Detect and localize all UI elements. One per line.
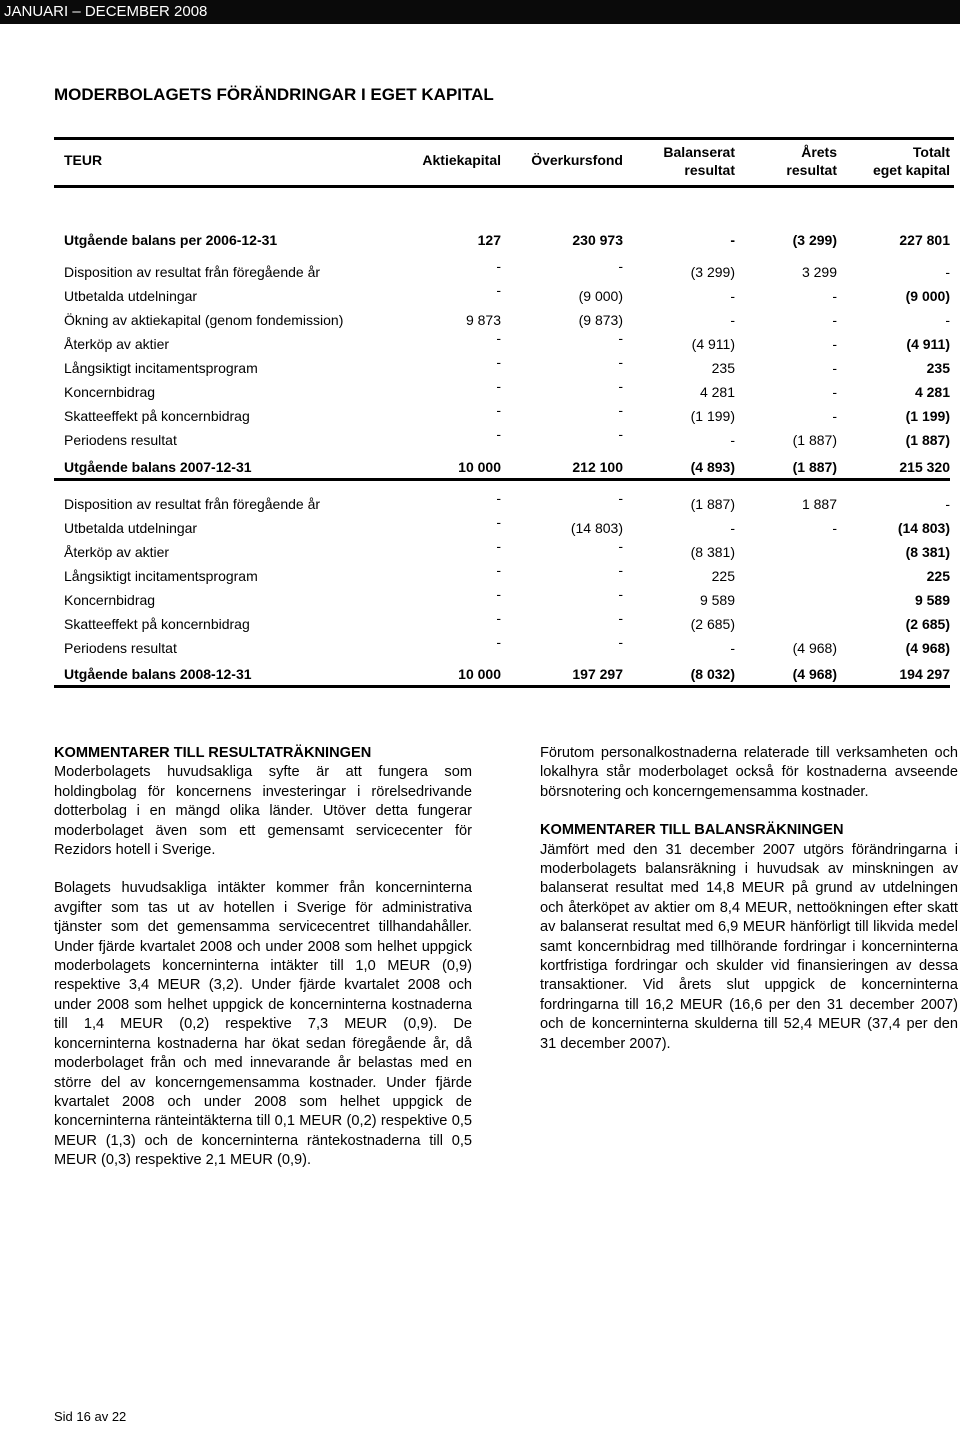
table-row <box>54 538 950 563</box>
paragraph: Jämfört med den 31 december 2007 utgörs förändringarna i moderbolagets balansräkning i huvudsak av minskningen av balanserat resultat med 14,8 MEUR på grund av utdelningen och återköpet av aktier om 8,4 MEUR, nettoökningen efter skatt av balanserat resultat med 6,9 MEUR hänförligt till likvida medel samt koncernbidrag med tillhörande fordringar i koncerninterna kortfristiga fordringar och skulder vid finansieringen av dessa transaktioner. Vid årets slut uppgick de koncerninterna fordringarna till 16,2 MEUR (16,6 per den 31 december 2007) och de koncerninterna skulderna till 52,4 MEUR (37,4 per den 31 december 2007). <box>540 841 958 1052</box>
table-row <box>54 634 950 659</box>
cell-c3: - <box>730 232 735 248</box>
row-label: Periodens resultat <box>64 640 177 656</box>
cell-c3: (8 032) <box>690 666 735 682</box>
header-bar <box>0 0 960 24</box>
cell-c1: - <box>496 562 501 578</box>
cell-c1: - <box>496 378 501 394</box>
cell-c1: - <box>496 330 501 346</box>
col-header-line: Totalt <box>912 144 950 160</box>
cell-c3: 235 <box>711 360 735 376</box>
paragraph: Moderbolagets huvudsakliga syfte är att fungera som holdingbolag för koncernens investeringar i rörelsedrivande dotterbolag i en mängd olika länder. Utöver detta fungerar moderbolaget även som ett gemensamt servicecenter för Rezidors hotell i Sverige. <box>54 764 472 859</box>
col-header-overkursfond: Överkursfond <box>531 152 623 168</box>
cell-c1: - <box>496 634 501 650</box>
table-row <box>54 378 950 403</box>
cell-c3: - <box>730 640 735 656</box>
left-column <box>54 744 472 1171</box>
period-label: JANUARI – DECEMBER 2008 <box>4 3 208 20</box>
cell-c2: - <box>618 258 623 274</box>
cell-c4: (4 968) <box>792 640 837 656</box>
cell-c5: 225 <box>926 568 950 584</box>
cell-c2: - <box>618 426 623 442</box>
row-label: Återköp av aktier <box>64 336 170 352</box>
cell-c4: - <box>832 360 837 376</box>
cell-c5: - <box>945 496 950 512</box>
cell-c5: (1 887) <box>905 432 950 448</box>
cell-c4: 3 299 <box>801 264 837 280</box>
cell-c5: 194 297 <box>899 666 950 682</box>
col-header-arets <box>786 143 837 179</box>
cell-c2: 212 100 <box>572 459 623 475</box>
row-label: Långsiktigt incitamentsprogram <box>64 360 258 376</box>
cell-c5: (4 911) <box>906 336 950 352</box>
cell-c3: (1 887) <box>690 496 735 512</box>
col-header-line: eget kapital <box>872 162 950 178</box>
cell-c4: (1 887) <box>792 432 837 448</box>
cell-c3: - <box>730 288 735 304</box>
cell-c3: 225 <box>711 568 735 584</box>
cell-c1: - <box>496 538 501 554</box>
cell-c4: (3 299) <box>792 232 837 248</box>
row-label: Ökning av aktiekapital (genom fondemission) <box>64 312 344 328</box>
row-label: Koncernbidrag <box>64 592 156 608</box>
col-header-balanserat <box>663 143 735 179</box>
cell-c2: - <box>618 610 623 626</box>
table-row <box>54 562 950 587</box>
cell-c5: 9 589 <box>914 592 950 608</box>
row-label: Utgående balans 2008-12-31 <box>64 666 252 682</box>
cell-c5: (9 000) <box>905 288 950 304</box>
cell-c5: - <box>945 264 950 280</box>
right-column <box>540 744 958 1054</box>
cell-c4: - <box>832 288 837 304</box>
cell-c4: - <box>832 408 837 424</box>
cell-c2: (9 000) <box>578 288 623 304</box>
col-header-totalt <box>873 143 950 179</box>
cell-c2: - <box>618 586 623 602</box>
cell-c1: 9 873 <box>465 312 501 328</box>
cell-c4: (4 968) <box>792 666 837 682</box>
cell-c2: - <box>618 354 623 370</box>
cell-c3: (3 299) <box>690 264 735 280</box>
cell-c2: - <box>618 330 623 346</box>
paragraph: Förutom personalkostnaderna relaterade till verksamheten och lokalhyra står moderbolaget också för kostnaderna avseende börsnotering och koncerngemensamma kostnader. <box>540 745 958 800</box>
cell-c5: 227 801 <box>899 232 950 248</box>
cell-c1: 127 <box>477 232 501 248</box>
cell-c2: 230 973 <box>572 232 623 248</box>
cell-c5: (8 381) <box>905 544 950 560</box>
table-top-rule <box>54 137 954 140</box>
cell-c3: 9 589 <box>699 592 735 608</box>
cell-c1: 10 000 <box>458 666 501 682</box>
table-row <box>54 663 950 688</box>
cell-c5: (1 199) <box>905 408 950 424</box>
cell-c3: - <box>730 520 735 536</box>
cell-c5: 215 320 <box>899 459 950 475</box>
cell-c2: - <box>618 378 623 394</box>
row-label: Utbetalda utdelningar <box>64 288 198 304</box>
cell-c5: (2 685) <box>905 616 950 632</box>
cell-c2: (9 873) <box>578 312 623 328</box>
row-label: Långsiktigt incitamentsprogram <box>64 568 258 584</box>
cell-c4: 1 887 <box>801 496 837 512</box>
cell-c5: - <box>945 312 950 328</box>
paragraph: Bolagets huvudsakliga intäkter kommer från koncerninterna avgifter som tas ut av hotellen i Sverige för administrativa tjänster som det gemensamma servicecentret tillhandahåller. Under fjärde kvartalet 2008 och under 2008 som helhet uppgick moderbolagets koncerninterna intäkter till 1,0 MEUR (0,9) respektive 3,4 MEUR (3,2). Under fjärde kvartalet 2008 och under 2008 som helhet uppgick de koncerninterna kostnaderna till 1,4 MEUR (0,2) respektive 7,3 MEUR (0,9). De koncerninterna kostnaderna har ökat sedan föregående år, då moderbolaget från och med innevarande år belastas med en större del av koncerngemensamma kostnader. Under fjärde kvartalet 2008 och under 2008 som helhet uppgick de koncerninterna ränteintäkterna till 0,1 MEUR (0,2) respektive 0,5 MEUR (1,3) och de koncerninterna räntekostnaderna till 0,5 MEUR (0,3) respektive 2,1 MEUR (0,9). <box>54 880 472 1169</box>
table-row <box>54 229 950 251</box>
table-row <box>54 402 950 427</box>
cell-c1: - <box>496 426 501 442</box>
cell-c3: (4 893) <box>690 459 735 475</box>
table-row <box>54 258 950 283</box>
col-header-aktiekapital: Aktiekapital <box>422 152 501 168</box>
cell-c3: (2 685) <box>690 616 735 632</box>
cell-c3: (1 199) <box>690 408 735 424</box>
cell-c5: (4 968) <box>905 640 950 656</box>
cell-c1: - <box>496 490 501 506</box>
cell-c5: (14 803) <box>897 520 950 536</box>
cell-c2: (14 803) <box>570 520 623 536</box>
col-header-line: Årets <box>801 144 837 160</box>
cell-c1: - <box>496 258 501 274</box>
row-label: Utgående balans 2007-12-31 <box>64 459 252 475</box>
col-header-line: resultat <box>786 162 837 178</box>
cell-c4: - <box>832 520 837 536</box>
table-row <box>54 490 950 515</box>
table-row <box>54 309 950 331</box>
cell-c2: - <box>618 538 623 554</box>
cell-c3: - <box>730 432 735 448</box>
cell-c3: (4 911) <box>691 336 735 352</box>
cell-c1: - <box>496 514 501 530</box>
row-label: Periodens resultat <box>64 432 177 448</box>
col-header-line: resultat <box>684 162 735 178</box>
cell-c2: - <box>618 562 623 578</box>
cell-c2: - <box>618 490 623 506</box>
section-heading: KOMMENTARER TILL RESULTATRÄKNINGEN <box>54 745 372 761</box>
page-title: MODERBOLAGETS FÖRÄNDRINGAR I EGET KAPITAL <box>54 85 494 104</box>
cell-c1: - <box>496 354 501 370</box>
cell-c1: - <box>496 586 501 602</box>
cell-c3: - <box>730 312 735 328</box>
cell-c2: 197 297 <box>572 666 623 682</box>
cell-c3: (8 381) <box>690 544 735 560</box>
row-label: Disposition av resultat från föregående år <box>64 496 321 512</box>
cell-c4: (1 887) <box>792 459 837 475</box>
table-row <box>54 354 950 379</box>
cell-c3: 4 281 <box>699 384 735 400</box>
cell-c1: - <box>496 610 501 626</box>
section-heading: KOMMENTARER TILL BALANSRÄKNINGEN <box>540 822 844 839</box>
cell-c5: 4 281 <box>914 384 950 400</box>
page-number: Sid 16 av 22 <box>54 1409 127 1424</box>
cell-c1: - <box>496 402 501 418</box>
col-header-line: Balanserat <box>663 144 735 160</box>
row-label: Skatteeffekt på koncernbidrag <box>64 408 250 424</box>
table-row <box>54 330 950 355</box>
cell-c5: 235 <box>926 360 950 376</box>
row-label: Koncernbidrag <box>64 384 156 400</box>
cell-c2: - <box>618 402 623 418</box>
table-row <box>54 426 950 451</box>
row-label: Återköp av aktier <box>64 544 170 560</box>
cell-c4: - <box>832 384 837 400</box>
row-label: Disposition av resultat från föregående år <box>64 264 321 280</box>
cell-c1: - <box>496 282 501 298</box>
cell-c1: 10 000 <box>458 459 501 475</box>
currency-label: TEUR <box>64 152 103 168</box>
table-row <box>54 610 950 635</box>
cell-c4: - <box>832 312 837 328</box>
row-label: Utgående balans per 2006-12-31 <box>64 232 278 248</box>
cell-c2: - <box>618 634 623 650</box>
row-label: Utbetalda utdelningar <box>64 520 198 536</box>
table-header-rule <box>54 185 954 188</box>
table-row <box>54 586 950 611</box>
row-label: Skatteeffekt på koncernbidrag <box>64 616 250 632</box>
table-row <box>54 514 950 539</box>
cell-c4: - <box>832 336 837 352</box>
table-row <box>54 456 950 481</box>
table-row <box>54 282 950 307</box>
